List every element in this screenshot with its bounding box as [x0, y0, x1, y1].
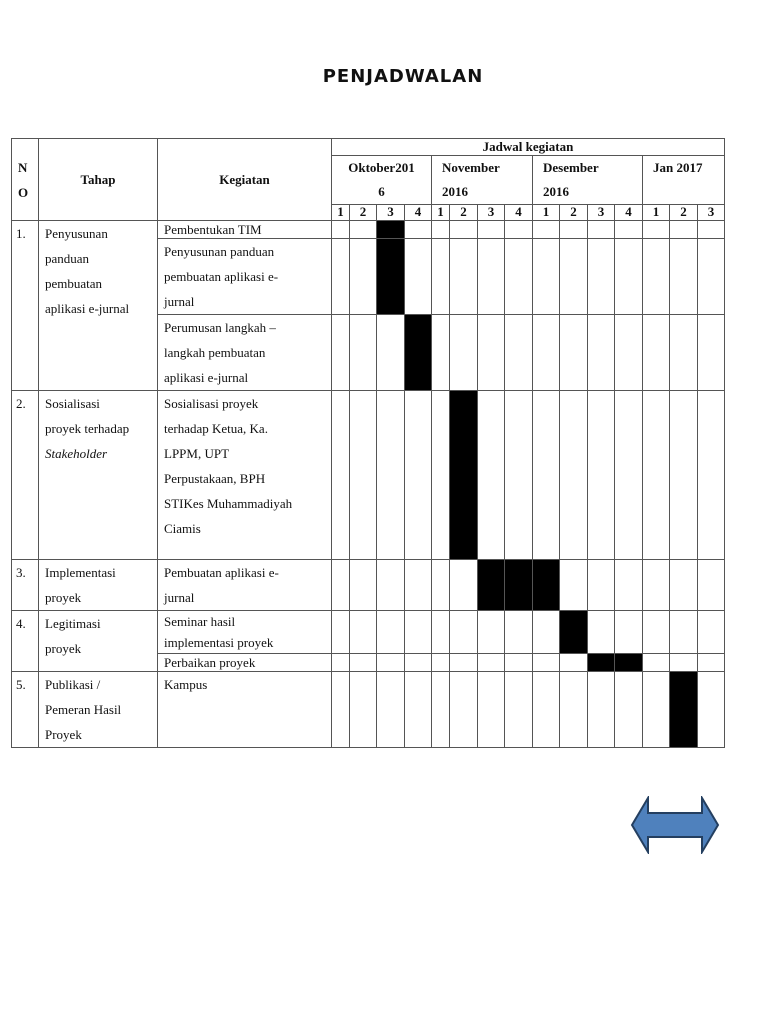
schedule-empty-cell — [432, 221, 450, 239]
schedule-empty-cell — [643, 654, 670, 672]
schedule-bar-cell — [588, 654, 615, 672]
schedule-empty-cell — [505, 391, 533, 560]
month-header — [643, 156, 725, 205]
schedule-empty-cell — [560, 391, 588, 560]
tahap-line: Proyek — [45, 727, 82, 742]
schedule-empty-cell — [350, 611, 377, 654]
week-number: 2 — [670, 205, 698, 221]
schedule-empty-cell — [432, 315, 450, 391]
schedule-empty-cell — [643, 672, 670, 748]
kegiatan-line: Kampus — [164, 677, 208, 692]
row-number: 1. — [12, 221, 39, 391]
schedule-empty-cell — [405, 239, 432, 315]
schedule-empty-cell — [670, 221, 698, 239]
kegiatan-line: Ciamis — [164, 521, 201, 536]
kegiatan-line: langkah pembuatan — [164, 345, 266, 360]
schedule-empty-cell — [588, 239, 615, 315]
kegiatan-line: implementasi proyek — [164, 635, 274, 650]
table-row — [12, 391, 725, 560]
kegiatan-line: LPPM, UPT — [164, 446, 230, 461]
schedule-empty-cell — [432, 560, 450, 611]
tahap-line: aplikasi e-jurnal — [45, 301, 130, 316]
kegiatan-line: Seminar hasil — [164, 614, 236, 629]
schedule-empty-cell — [560, 221, 588, 239]
table-row — [12, 672, 725, 748]
week-number: 3 — [478, 205, 505, 221]
schedule-empty-cell — [588, 221, 615, 239]
week-number: 2 — [350, 205, 377, 221]
schedule-bar-cell — [560, 611, 588, 654]
schedule-bar-cell — [670, 672, 698, 748]
tahap-line: proyek — [45, 641, 82, 656]
schedule-empty-cell — [615, 560, 643, 611]
tahap-cell — [39, 221, 158, 391]
schedule-empty-cell — [332, 391, 350, 560]
kegiatan-line: STIKes Muhammadiyah — [164, 496, 293, 511]
schedule-empty-cell — [377, 315, 405, 391]
schedule-empty-cell — [533, 611, 560, 654]
table-row — [12, 560, 725, 611]
month-label-line2: 6 — [378, 184, 385, 199]
tahap-line: Penyusunan — [45, 226, 108, 241]
schedule-bar-cell — [615, 654, 643, 672]
kegiatan-line: jurnal — [164, 590, 195, 605]
schedule-empty-cell — [350, 672, 377, 748]
schedule-empty-cell — [560, 560, 588, 611]
header-no-line2: O — [18, 184, 29, 200]
tahap-line: Pemeran Hasil — [45, 702, 122, 717]
schedule-empty-cell — [615, 221, 643, 239]
month-label-line1: Jan 2017 — [653, 160, 703, 175]
week-number: 3 — [698, 205, 725, 221]
schedule-empty-cell — [432, 239, 450, 315]
schedule-empty-cell — [533, 221, 560, 239]
row-number: 5. — [12, 672, 39, 748]
kegiatan-cell — [158, 654, 332, 672]
schedule-empty-cell — [670, 315, 698, 391]
schedule-bar-cell — [533, 560, 560, 611]
schedule-empty-cell — [505, 221, 533, 239]
schedule-empty-cell — [405, 611, 432, 654]
schedule-empty-cell — [698, 654, 725, 672]
schedule-empty-cell — [698, 672, 725, 748]
tahap-line: Implementasi — [45, 565, 116, 580]
row-number: 2. — [12, 391, 39, 560]
kegiatan-line: jurnal — [164, 294, 195, 309]
schedule-empty-cell — [670, 654, 698, 672]
schedule-empty-cell — [615, 391, 643, 560]
schedule-empty-cell — [643, 560, 670, 611]
kegiatan-line: Pembuatan aplikasi e- — [164, 565, 279, 580]
schedule-empty-cell — [643, 391, 670, 560]
schedule-empty-cell — [588, 560, 615, 611]
schedule-empty-cell — [505, 239, 533, 315]
schedule-bar-cell — [377, 239, 405, 315]
schedule-empty-cell — [615, 672, 643, 748]
schedule-empty-cell — [432, 391, 450, 560]
schedule-empty-cell — [533, 239, 560, 315]
schedule-empty-cell — [588, 391, 615, 560]
schedule-empty-cell — [588, 672, 615, 748]
kegiatan-cell — [158, 315, 332, 391]
week-number: 2 — [450, 205, 478, 221]
schedule-empty-cell — [350, 654, 377, 672]
schedule-empty-cell — [405, 560, 432, 611]
kegiatan-cell — [158, 239, 332, 315]
schedule-empty-cell — [332, 560, 350, 611]
schedule-empty-cell — [332, 611, 350, 654]
schedule-bar-cell — [505, 560, 533, 611]
schedule-empty-cell — [643, 315, 670, 391]
tahap-line: proyek terhadap — [45, 421, 130, 436]
schedule-empty-cell — [377, 560, 405, 611]
tahap-line: proyek — [45, 590, 82, 605]
schedule-empty-cell — [332, 654, 350, 672]
header-tahap: Tahap — [39, 139, 158, 221]
schedule-empty-cell — [350, 239, 377, 315]
table-row — [12, 221, 725, 239]
month-header — [432, 156, 533, 205]
kegiatan-cell — [158, 560, 332, 611]
tahap-line: Stakeholder — [45, 446, 108, 461]
kegiatan-line: Perbaikan proyek — [164, 655, 256, 670]
week-number: 2 — [560, 205, 588, 221]
week-number: 1 — [643, 205, 670, 221]
month-label-line1: November — [442, 160, 500, 175]
schedule-empty-cell — [670, 239, 698, 315]
schedule-empty-cell — [643, 239, 670, 315]
schedule-empty-cell — [588, 611, 615, 654]
row-number: 3. — [12, 560, 39, 611]
schedule-empty-cell — [478, 221, 505, 239]
kegiatan-line: pembuatan aplikasi e- — [164, 269, 279, 284]
schedule-empty-cell — [450, 560, 478, 611]
tahap-line: pembuatan — [45, 276, 103, 291]
schedule-bar-cell — [478, 560, 505, 611]
week-number: 4 — [505, 205, 533, 221]
month-label-line2: 2016 — [442, 184, 468, 199]
schedule-empty-cell — [350, 315, 377, 391]
schedule-empty-cell — [698, 560, 725, 611]
month-label-line1: Oktober201 — [348, 160, 415, 175]
schedule-empty-cell — [643, 611, 670, 654]
kegiatan-line: Penyusunan panduan — [164, 244, 275, 259]
schedule-empty-cell — [533, 654, 560, 672]
schedule-empty-cell — [670, 611, 698, 654]
schedule-empty-cell — [478, 654, 505, 672]
schedule-empty-cell — [377, 672, 405, 748]
schedule-empty-cell — [405, 654, 432, 672]
schedule-empty-cell — [478, 391, 505, 560]
tahap-line: Publikasi / — [45, 677, 101, 692]
table-row — [12, 611, 725, 654]
schedule-empty-cell — [533, 315, 560, 391]
schedule-empty-cell — [588, 315, 615, 391]
schedule-empty-cell — [450, 672, 478, 748]
month-label-line2: 2016 — [543, 184, 569, 199]
tahap-cell — [39, 611, 158, 672]
kegiatan-line: terhadap Ketua, Ka. — [164, 421, 268, 436]
tahap-line: Legitimasi — [45, 616, 101, 631]
schedule-empty-cell — [332, 239, 350, 315]
week-number: 3 — [588, 205, 615, 221]
schedule-empty-cell — [615, 315, 643, 391]
schedule-empty-cell — [478, 611, 505, 654]
header-no — [12, 139, 39, 221]
schedule-table — [11, 138, 725, 748]
schedule-bar-cell — [450, 391, 478, 560]
kegiatan-cell — [158, 611, 332, 654]
schedule-empty-cell — [450, 611, 478, 654]
month-header — [332, 156, 432, 205]
schedule-empty-cell — [432, 654, 450, 672]
schedule-empty-cell — [405, 672, 432, 748]
schedule-empty-cell — [615, 611, 643, 654]
schedule-empty-cell — [533, 672, 560, 748]
header-jadwal-kegiatan: Jadwal kegiatan — [332, 139, 725, 156]
tahap-line: Sosialisasi — [45, 396, 100, 411]
schedule-empty-cell — [350, 391, 377, 560]
schedule-bar-cell — [377, 221, 405, 239]
tahap-cell — [39, 560, 158, 611]
schedule-empty-cell — [332, 672, 350, 748]
schedule-empty-cell — [450, 654, 478, 672]
schedule-empty-cell — [478, 239, 505, 315]
kegiatan-line: aplikasi e-jurnal — [164, 370, 249, 385]
schedule-empty-cell — [332, 221, 350, 239]
schedule-empty-cell — [560, 672, 588, 748]
header-no-line1: N — [18, 159, 28, 175]
schedule-bar-cell — [405, 315, 432, 391]
kegiatan-cell — [158, 221, 332, 239]
week-number: 4 — [405, 205, 432, 221]
schedule-empty-cell — [377, 611, 405, 654]
month-label-line1: Desember — [543, 160, 599, 175]
schedule-empty-cell — [505, 315, 533, 391]
schedule-empty-cell — [698, 611, 725, 654]
schedule-empty-cell — [450, 221, 478, 239]
schedule-empty-cell — [332, 315, 350, 391]
page-title: PENJADWALAN — [322, 66, 484, 87]
tahap-cell — [39, 672, 158, 748]
kegiatan-cell — [158, 672, 332, 748]
schedule-empty-cell — [450, 315, 478, 391]
kegiatan-cell — [158, 391, 332, 560]
schedule-empty-cell — [377, 391, 405, 560]
schedule-empty-cell — [560, 315, 588, 391]
schedule-empty-cell — [432, 672, 450, 748]
schedule-empty-cell — [432, 611, 450, 654]
schedule-empty-cell — [478, 672, 505, 748]
kegiatan-line: Pembentukan TIM — [164, 222, 262, 237]
schedule-empty-cell — [478, 315, 505, 391]
schedule-empty-cell — [670, 560, 698, 611]
week-number: 3 — [377, 205, 405, 221]
schedule-empty-cell — [405, 391, 432, 560]
header-kegiatan: Kegiatan — [158, 139, 332, 221]
schedule-empty-cell — [533, 391, 560, 560]
schedule-empty-cell — [377, 654, 405, 672]
week-number: 1 — [332, 205, 350, 221]
tahap-cell — [39, 391, 158, 560]
schedule-empty-cell — [350, 560, 377, 611]
week-number: 1 — [432, 205, 450, 221]
schedule-empty-cell — [698, 315, 725, 391]
schedule-empty-cell — [350, 221, 377, 239]
schedule-empty-cell — [670, 391, 698, 560]
week-number: 1 — [533, 205, 560, 221]
schedule-empty-cell — [505, 672, 533, 748]
schedule-empty-cell — [505, 611, 533, 654]
schedule-empty-cell — [505, 654, 533, 672]
schedule-empty-cell — [698, 239, 725, 315]
schedule-empty-cell — [405, 221, 432, 239]
month-header — [533, 156, 643, 205]
schedule-empty-cell — [560, 239, 588, 315]
schedule-empty-cell — [450, 239, 478, 315]
tahap-line: panduan — [45, 251, 90, 266]
kegiatan-line: Perumusan langkah – — [164, 320, 276, 335]
schedule-empty-cell — [698, 391, 725, 560]
schedule-empty-cell — [615, 239, 643, 315]
schedule-empty-cell — [643, 221, 670, 239]
row-number: 4. — [12, 611, 39, 672]
week-number: 4 — [615, 205, 643, 221]
kegiatan-line: Sosialisasi proyek — [164, 396, 259, 411]
kegiatan-line: Perpustakaan, BPH — [164, 471, 266, 486]
schedule-empty-cell — [560, 654, 588, 672]
schedule-empty-cell — [698, 221, 725, 239]
left-right-arrow-icon[interactable] — [630, 796, 720, 854]
